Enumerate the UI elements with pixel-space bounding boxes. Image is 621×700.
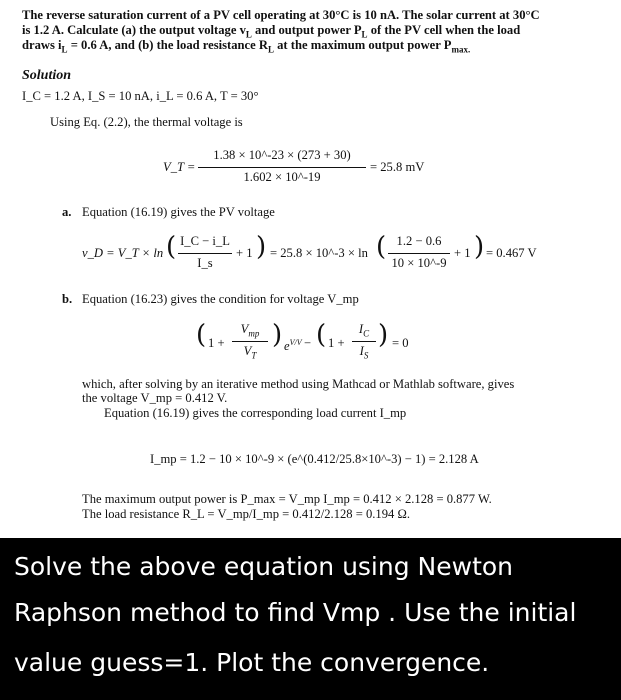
vd-lhs: v_D = V_T × ln — [82, 246, 164, 260]
vt-result: = 25.8 mV — [370, 160, 425, 174]
thermal-intro: Using Eq. (2.2), the thermal voltage is — [50, 115, 243, 129]
frac2-bar — [388, 253, 450, 254]
paren-close-1: ) — [256, 232, 267, 262]
question-line-1: Solve the above equation using Newton — [14, 552, 514, 581]
problem-line-2: is 1.2 A. Calculate (a) the output voltage $v_L$ and output power $P_L$ of the PV cell when the load — [22, 23, 521, 40]
iterative-text-1: which, after solving by an iterative method using Mathcad or Mathlab software, gives — [82, 377, 515, 391]
frac1-plus-one: + 1 — [236, 246, 253, 260]
solution-heading: Solution — [22, 68, 72, 83]
vmp-eq-result: = 0 — [392, 336, 409, 350]
vmp-frac-bar — [232, 341, 268, 342]
pmax-line: The maximum output power is P_max = V_mp I_mp = 0.412 × 2.128 = 0.877 W. — [82, 492, 492, 506]
ic-frac-num: $I_C$ — [358, 322, 370, 339]
vmp-paren-open-1: ( — [196, 320, 207, 350]
problem-line-1: The reverse saturation current of a PV cell operating at 30°C is 10 nA. The solar current at 30°C — [22, 8, 540, 22]
iterative-text-3: Equation (16.19) gives the corresponding load current I_mp — [104, 406, 407, 420]
part-a-text: Equation (16.19) gives the PV voltage — [82, 205, 275, 219]
frac1-den: I_s — [197, 256, 213, 270]
vt-lhs: V_T = — [163, 160, 196, 174]
vt-denominator: 1.602 × 10^-19 — [243, 170, 321, 184]
vd-result: = 0.467 V — [486, 246, 537, 260]
vt-fraction-bar — [198, 167, 366, 168]
part-b-label: b. — [62, 292, 73, 306]
imp-equation: I_mp = 1.2 − 10 × 10^-9 × (e^(0.412/25.8×10^-3) − 1) = 2.128 A — [150, 452, 479, 466]
vd-mid: = 25.8 × 10^-3 × ln — [270, 246, 368, 260]
part-b-text: Equation (16.23) gives the condition for voltage V_mp — [82, 292, 359, 306]
vmp-minus: − — [304, 336, 312, 350]
paren-open-2: ( — [376, 232, 387, 262]
vmp-paren-close-1: ) — [272, 320, 283, 350]
vmp-frac-den: $V_T$ — [243, 344, 257, 361]
vmp-frac-num: $V_{mp}$ — [240, 322, 260, 339]
frac2-plus-one: + 1 — [454, 246, 471, 260]
question-line-2: Raphson method to find Vmp . Use the initial — [14, 598, 577, 627]
vmp-paren-close-2: ) — [378, 320, 389, 350]
vt-numerator: 1.38 × 10^-23 × (273 + 30) — [213, 148, 351, 162]
part-a-label: a. — [62, 205, 72, 219]
rl-line: The load resistance R_L = V_mp/I_mp = 0.412/2.128 = 0.194 Ω. — [82, 507, 410, 521]
paren-close-2: ) — [474, 232, 485, 262]
frac2-num: 1.2 − 0.6 — [396, 234, 442, 248]
frac1-bar — [178, 253, 232, 254]
problem-line-3: draws $i_L = 0.6$ A, and (b) the load resistance $R_L$ at the maximum output power $P_{max.}$ — [22, 38, 471, 55]
vmp-one-plus-2: 1 + — [328, 336, 345, 350]
ic-frac-den: $I_S$ — [359, 344, 369, 361]
vmp-exp-e: $e^{V/V}$ — [284, 338, 302, 354]
vmp-paren-open-2: ( — [316, 320, 327, 350]
paren-open-1: ( — [166, 232, 177, 262]
question-panel — [0, 538, 621, 700]
frac1-num: I_C − i_L — [180, 234, 230, 248]
ic-frac-bar — [352, 341, 376, 342]
question-line-3: value guess=1. Plot the convergence. — [14, 648, 490, 677]
solution-givens: I_C = 1.2 A, I_S = 10 nA, i_L = 0.6 A, T = 30° — [22, 89, 259, 103]
iterative-text-2: the voltage V_mp = 0.412 V. — [82, 391, 228, 405]
vmp-one-plus-1: 1 + — [208, 336, 225, 350]
frac2-den: 10 × 10^-9 — [391, 256, 447, 270]
